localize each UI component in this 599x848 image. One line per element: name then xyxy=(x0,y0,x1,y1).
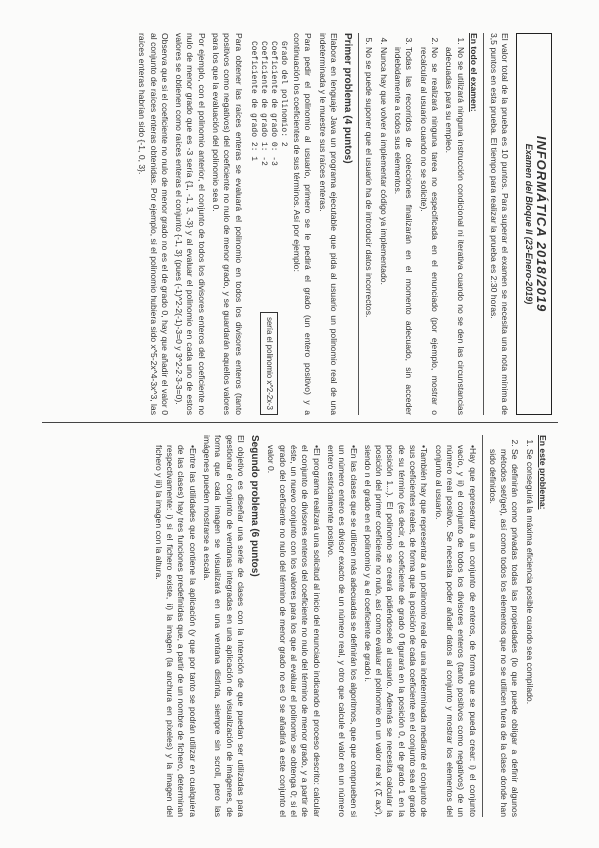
list-item: • Entre las utilidades que contiene la aplicación (y que por tanto se podrán utilizar en cualquiera de las clases) hay tres funciones predefinidas que, a partir de un nombre de fichero, determinan respectivamente: i) si el fichero existe, ii) la imagen (la anchura en píxeles) y la imagen del fichero y iii) la imagen con la altura. xyxy=(152,445,197,817)
example-line: Grado del polinomio: 2 xyxy=(278,41,288,147)
list-item: 4. Nunca hay que volver a implementar código ya implementado. xyxy=(377,47,388,415)
divider xyxy=(482,33,483,415)
specification-list xyxy=(265,435,477,817)
right-column xyxy=(149,435,552,817)
divider xyxy=(481,435,482,817)
general-heading: En todo el examen: xyxy=(468,33,479,112)
problem1-text: Para obtener las raíces enteras se evaluará el polinomio en todos los divisores enteros (tanto positivos como negativos) del coeficiente no nulo de menor grado, y se guardarán aquellos valores para los que la evaluación del polinomio sea 0. xyxy=(210,33,244,415)
list-item: • El programa realizará una solicitud al inicio del enunciado indicando el proceso descrito: calcular el conjunto de divisores enteros del coeficiente no nulo del término de menor grado, y a partir de éste, un nuevo conjunto con los valores para los que al evaluar el polinomio se obtenga 0; si el grado del coeficiente no nulo del término de menor grado no es 0 se añadirá a este conjunto el valor 0. xyxy=(265,445,321,817)
problem2-text: El objetivo es diseñar una serie de clases con la intención de que puedan ser utilizadas para gestionar el conjunto de ventanas integradas en una aplicación de visualización de imágenes, de forma que cada imagen se visualizará en una ventana distinta, siempre sin scroll, pero las imágenes pueden mostrarse a escala. xyxy=(201,435,246,817)
list-item: 1. Se conseguirá la máxima eficiencia posible cuando sea compilado. xyxy=(523,449,534,817)
list-item: • Hay que representar a un conjunto de enteros, de forma que se pueda crear: i) el conjunto vacío, y ii) el conjunto de todos los divisores enteros (tanto positivos como negativos) de un número real positivo. Se necesita poder añadir datos al conjunto y mostrar los elementos del conjunto al usuario. xyxy=(432,445,477,817)
example-lines xyxy=(247,41,287,312)
example-line: Coeficiente de grado 0: -3 xyxy=(268,41,278,166)
problem1-text: Elabora en lenguaje Java un programa ejecutable que pida al usuario un polinomio real de una indeterminada y le muestre sus raíces enteras. xyxy=(317,33,339,415)
list-item: • En las clases que se utilicen más adecuadas se definirán los algoritmos, que que comprueben si un número entero es divisor exacto de un número real, y otro que calcule el valor en un número entero estrictamente positivo. xyxy=(324,445,358,817)
problem1-text: Para pedir el polinomio al usuario, primero se le pedirá el grado (un entero positivo) y a continuación los coeficientes de sus términos. Así por ejemplo: xyxy=(291,33,313,415)
example-note-box: sería el polinomio x^2-2x-3 xyxy=(260,312,277,415)
problem2-list xyxy=(152,435,197,817)
list-item: 2. No se realizará ninguna tarea no especificada en el enunciado (por ejemplo, mostrar o recalcular al usuario cuando no se solicite). xyxy=(417,47,440,415)
problem1-text: Observa que si el coeficiente no nulo de menor grado no es el de grado 0, hay que añadir el valor 0 al conjunto de raíces enteras obtenidas. Por ejemplo, si el polinomio hubiera sido x^5-2x^4-3x^3, las raíces enteras habrían sido {-1, 0, 3}. xyxy=(136,33,170,415)
list-item: 1. No se utilizará ninguna instrucción condicional ni iterativa cuando no se den las circunstancias adecuadas para su empleo. xyxy=(442,47,465,415)
problem1-text: Por ejemplo, con el polinomio anterior, el conjunto de todos los divisores enteros del coeficiente no nulo de menor grado que es -3 sería {1, -1, 3, -3} y al evaluar el polinomio en cada uno de estos valores se obtienen como raíces enteras el conjunto {-1, 3} (pues (-1)^2-2(-1)-3=0 y 3^2-2·3-3=0). xyxy=(173,33,207,415)
page-title: INFORMÁTICA 2018/2019 xyxy=(533,135,549,313)
column-divider xyxy=(42,422,558,423)
constraints-heading: En este problema: xyxy=(537,435,548,510)
problem2-heading: Segundo problema (6 puntos) xyxy=(248,435,260,577)
list-item: 5. No se puede suponer que el usuario ha de introducir datos incorrectos. xyxy=(363,47,374,415)
list-item: 2. Se definirán como privadas todas las propiedades (lo que puede obligar a definir algunos métodos set/get), así como todos los elementos que no se utilicen fuera de la clase donde han sido definidos. xyxy=(486,449,520,817)
example-line: Coeficiente de grado 2: 1 xyxy=(248,41,258,162)
page-subtitle: Examen del Bloque II (23-Enero-2019) xyxy=(523,143,534,305)
example-line: Coeficiente de grado 1: -2 xyxy=(258,41,268,166)
left-column xyxy=(132,33,551,415)
general-rules-list xyxy=(363,33,465,415)
rotated-sheet xyxy=(30,19,570,829)
intro-text: El valor total de la prueba es 10 puntos. Para superar el examen se necesita una nota mínima de 3,5 puntos en esta prueba. El tiempo para realizar la prueba es 2:30 horas. xyxy=(488,33,510,415)
title-box xyxy=(516,33,552,415)
list-item: • También hay que representar a un polinomio real de una indeterminada mediante el conjunto de sus coeficientes reales, de forma que la posición de cada coeficiente en el conjunto sea el grado de su término (es decir, el coeficiente de grado 0 figurará en la posición 0, el de grado 1 en la posición 1...). El polinomio se creará pidiéndoselo al usuario. Además se necesita calcular la posición del primer coeficiente no nulo, así como evaluar el polinomio en un valor real x (Σ aᵢxⁱ), siendo n el grado en el polinomio y aᵢ el coeficiente de grado i. xyxy=(361,445,429,817)
divider xyxy=(358,33,359,415)
example-block xyxy=(247,41,287,415)
constraints-list xyxy=(486,435,534,817)
problem1-heading: Primer problema (4 puntos) xyxy=(341,33,353,164)
list-item: 3. Todas las recorridos de colecciones finalizarán en el momento adecuado, sin acceder indebidamente a todos sus elementos. xyxy=(391,47,414,415)
